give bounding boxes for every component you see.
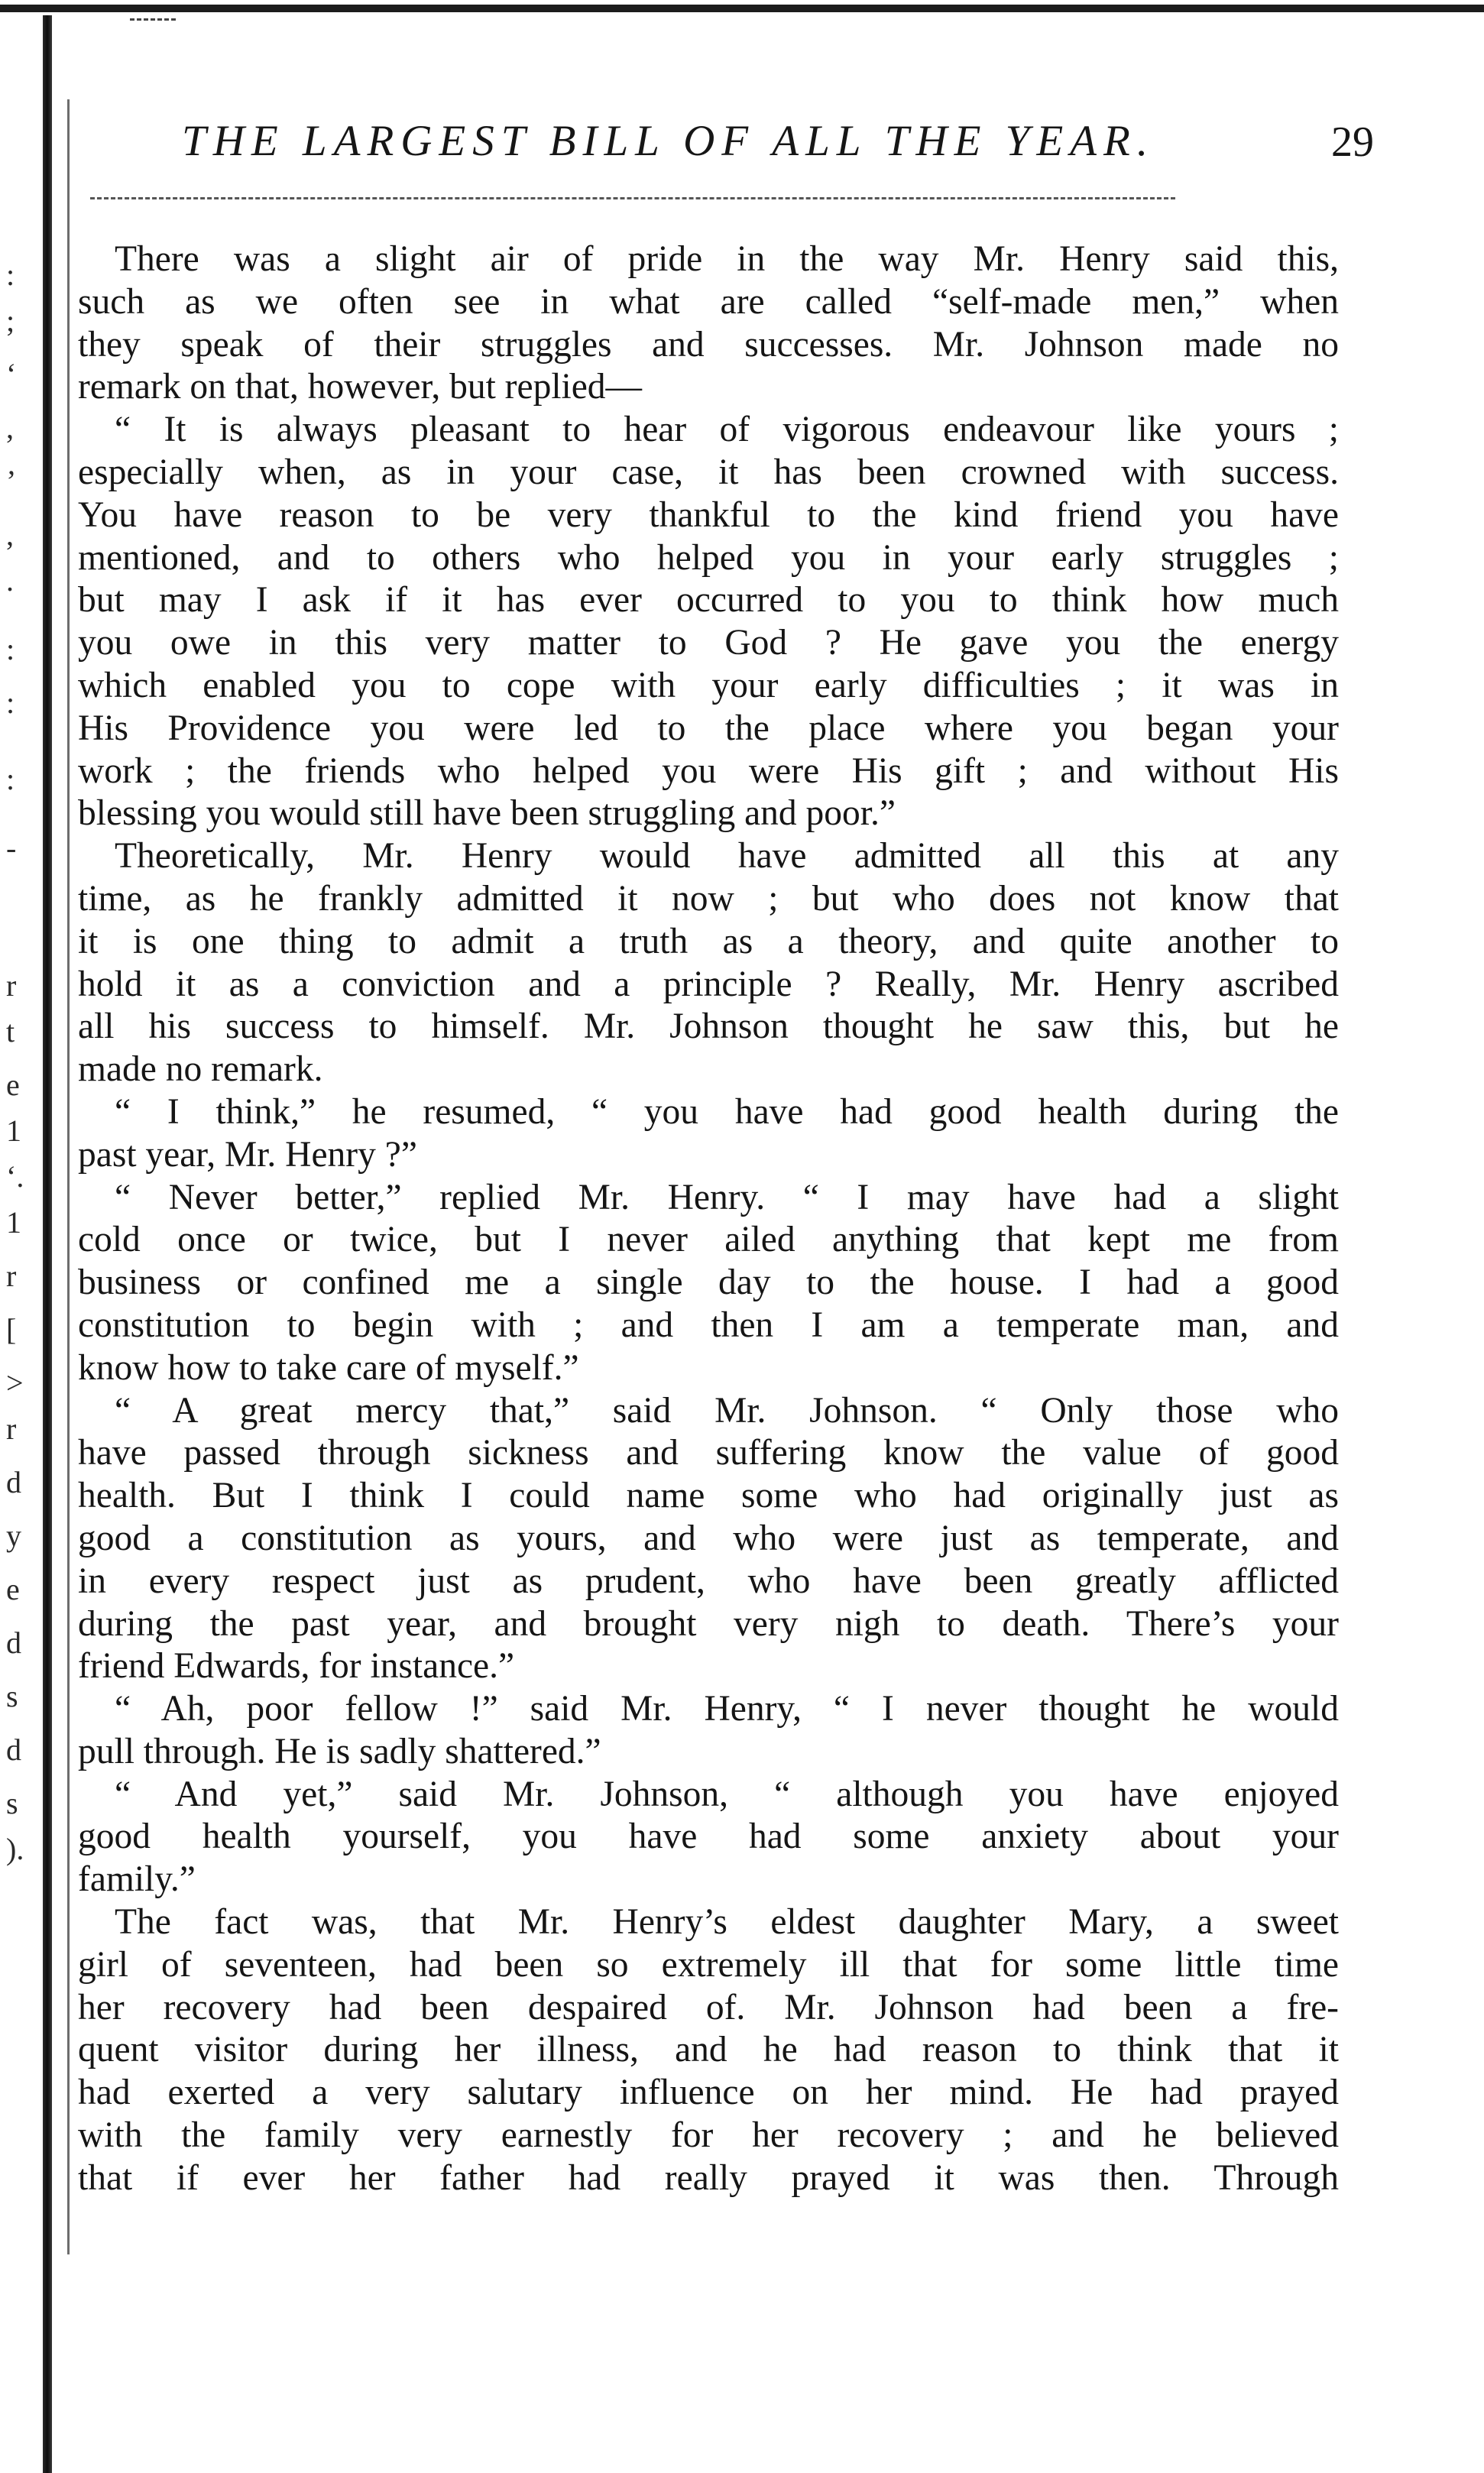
bleed-glyph: t — [6, 1014, 15, 1049]
text-line: during the past year, and brought very nigh to death. There’s your — [78, 1603, 1339, 1644]
running-title: THE LARGEST BILL OF ALL THE YEAR. — [182, 117, 1155, 165]
text-line: health. But I think I could name some who had originally just as — [78, 1476, 1339, 1516]
text-line: past year, Mr. Henry ?” — [78, 1134, 417, 1175]
facing-page-bleed — [0, 0, 38, 2473]
bleed-glyph: ). — [6, 1832, 24, 1866]
text-line: her recovery had been despaired of. Mr. Johnson had been a fre- — [78, 1987, 1339, 2027]
text-line: you owe in this very matter to God ? He gave you the energy — [78, 623, 1339, 663]
bleed-glyph: [ — [6, 1312, 17, 1347]
text-line: His Providence you were led to the place where you began your — [78, 708, 1339, 748]
bleed-glyph: 1 — [6, 1113, 21, 1148]
text-line: good health yourself, you have had some anxiety about your — [78, 1817, 1339, 1857]
text-line: all his success to himself. Mr. Johnson thought he saw this, but he — [78, 1006, 1339, 1047]
text-line: remark on that, however, but replied— — [78, 367, 643, 407]
text-line: constitution to begin with ; and then I am a temperate man, and — [78, 1305, 1339, 1345]
body-text — [78, 238, 1339, 2200]
text-line: “ Ah, poor fellow !” said Mr. Henry, “ I never thought he would — [115, 1689, 1339, 1729]
bleed-glyph: s — [6, 1679, 18, 1713]
text-line: pull through. He is sadly shattered.” — [78, 1731, 601, 1771]
bleed-glyph: - — [6, 831, 17, 865]
text-line: hold it as a conviction and a principle ? Really, Mr. Henry ascribed — [78, 964, 1339, 1004]
bleed-glyph: e — [6, 1572, 20, 1606]
text-line: quent visitor during her illness, and he had reason to think that it — [78, 2030, 1339, 2070]
text-line: good a constitution as yours, and who were just as temperate, and — [78, 1518, 1339, 1558]
bleed-glyph: ‘ — [6, 357, 17, 391]
page-number: 29 — [1331, 118, 1374, 166]
bleed-glyph: ’ — [6, 464, 17, 498]
bleed-glyph: ; — [6, 303, 15, 338]
bleed-glyph: r — [6, 1259, 17, 1293]
text-line: which enabled you to cope with your early difficulties ; it was in — [78, 665, 1339, 705]
binding-gutter-line — [43, 15, 52, 2473]
text-line: mentioned, and to others who helped you in your early struggles ; — [78, 537, 1339, 578]
text-line: that if ever her father had really prayed it was then. Through — [78, 2157, 1339, 2198]
text-line: “ And yet,” said Mr. Johnson, “ although you have enjoyed — [115, 1774, 1339, 1814]
text-line: Theoretically, Mr. Henry would have admitted all this at any — [115, 836, 1339, 877]
bleed-glyph: : — [6, 258, 15, 292]
bleed-glyph: d — [6, 1465, 21, 1499]
text-line: You have reason to be very thankful to the kind friend you have — [78, 494, 1339, 535]
text-line: “ It is always pleasant to hear of vigorous endeavour like yours ; — [115, 410, 1339, 450]
binding-gutter-shadow — [67, 99, 70, 2254]
bleed-glyph: , — [6, 410, 14, 445]
text-line: family.” — [78, 1859, 196, 1900]
text-line: The fact was, that Mr. Henry’s eldest daughter Mary, a sweet — [115, 1902, 1339, 1943]
bleed-glyph: y — [6, 1518, 21, 1553]
text-line: work ; the friends who helped you were His gift ; and without His — [78, 750, 1339, 791]
top-scan-border — [0, 5, 1484, 12]
text-line: but may I ask if it has ever occurred to you to think how much — [78, 580, 1339, 621]
text-line: especially when, as in your case, it has been crowned with success. — [78, 452, 1339, 492]
text-line: There was a slight air of pride in the way Mr. Henry said this, — [115, 239, 1339, 279]
text-line: “ I think,” he resumed, “ you have had good health during the — [115, 1091, 1339, 1132]
bleed-glyph: e — [6, 1068, 20, 1102]
text-line: time, as he frankly admitted it now ; but who does not know that — [78, 878, 1339, 919]
bleed-glyph: , — [6, 517, 14, 552]
text-line: cold once or twice, but I never ailed anything that kept me from — [78, 1220, 1339, 1260]
text-line: “ Never better,” replied Mr. Henry. “ I may have had a slight — [115, 1177, 1339, 1217]
text-line: they speak of their struggles and successes. Mr. Johnson made no — [78, 324, 1339, 365]
text-line: “ A great mercy that,” said Mr. Johnson. “ Only those who — [115, 1390, 1339, 1431]
bleed-glyph: r — [6, 968, 17, 1003]
bleed-glyph: d — [6, 1625, 21, 1660]
bleed-glyph: : — [6, 762, 15, 796]
text-line: blessing you would still have been struggling and poor.” — [78, 793, 896, 834]
bleed-glyph: > — [6, 1366, 24, 1400]
text-line: know how to take care of myself.” — [78, 1347, 579, 1388]
header-rule — [90, 197, 1175, 199]
bleed-glyph: ‘. — [6, 1159, 24, 1194]
text-line: it is one thing to admit a truth as a theory, and quite another to — [78, 921, 1339, 961]
text-line: such as we often see in what are called “self-made men,” when — [78, 281, 1339, 322]
text-line: in every respect just as prudent, who have been greatly afflicted — [78, 1561, 1339, 1601]
bleed-glyph: : — [6, 632, 15, 666]
bleed-glyph: : — [6, 686, 15, 720]
text-line: business or confined me a single day to the house. I had a good — [78, 1262, 1339, 1303]
text-line: had exerted a very salutary influence on her mind. He had prayed — [78, 2073, 1339, 2113]
top-scan-mark — [130, 18, 176, 23]
bleed-glyph: . — [6, 563, 14, 598]
bleed-glyph: s — [6, 1786, 18, 1820]
text-line: made no remark. — [78, 1049, 323, 1090]
running-head — [182, 116, 1374, 170]
bleed-glyph: 1 — [6, 1205, 21, 1240]
text-line: with the family very earnestly for her recovery ; and he believed — [78, 2115, 1339, 2156]
text-line: have passed through sickness and suffering know the value of good — [78, 1433, 1339, 1473]
bleed-glyph: d — [6, 1732, 21, 1767]
bleed-glyph: r — [6, 1412, 17, 1446]
text-line: friend Edwards, for instance.” — [78, 1646, 515, 1687]
text-line: girl of seventeen, had been so extremely ill that for some little time — [78, 1944, 1339, 1985]
